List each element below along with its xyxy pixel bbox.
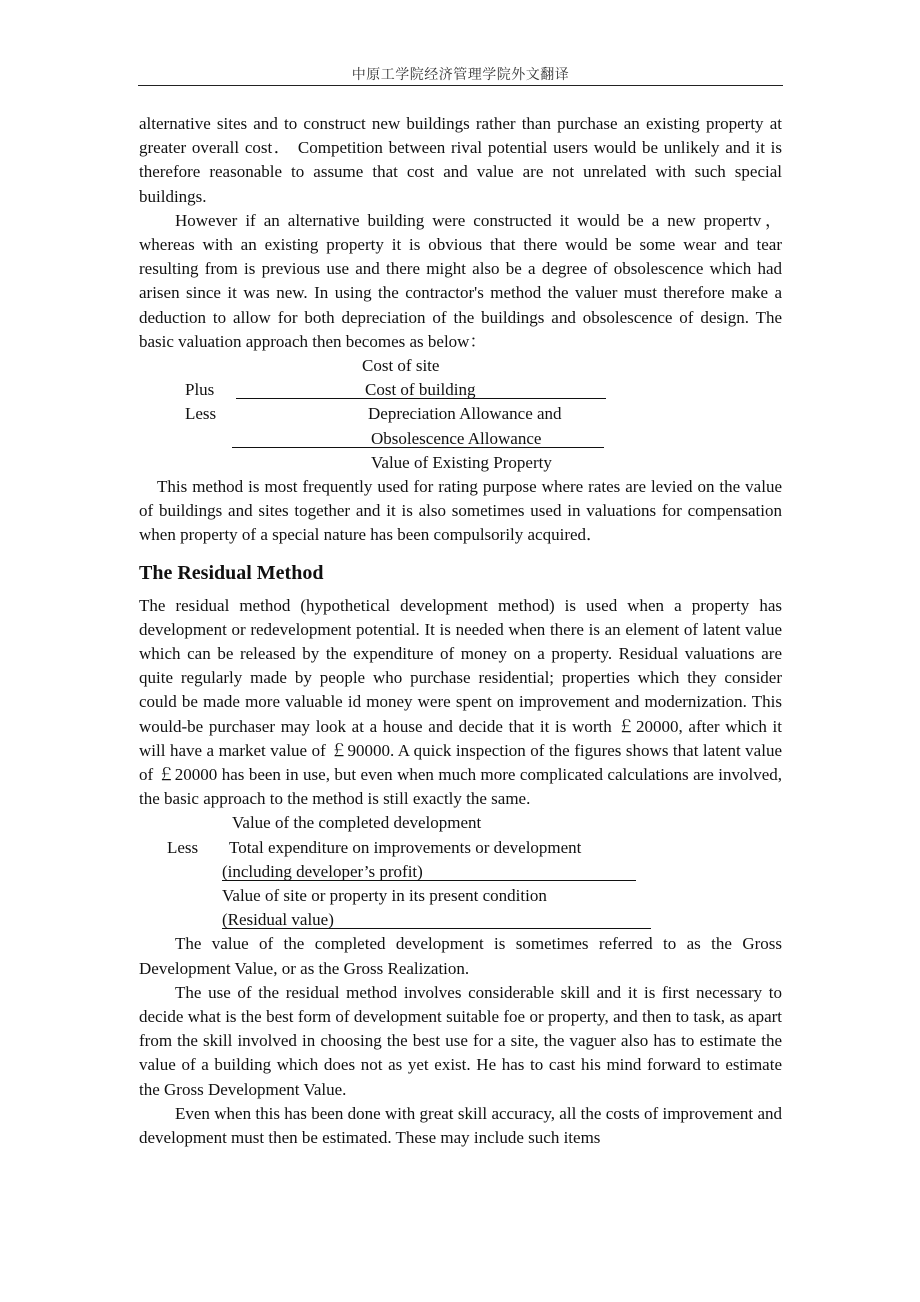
formula-line: (including developer’s profit) [222,861,423,881]
formula-line: Value of the completed development [232,813,482,833]
formula-line: Depreciation Allowance and [368,404,562,424]
formula-line: Cost of site [362,356,440,376]
paragraph: The value of the completed development is sometimes referred to as the Gross Development Value, or as the Gross Realization. [139,934,782,978]
formula-line: Value of site or property in its present condition [222,885,547,905]
formula-operator: Less [167,837,199,857]
document-body [139,112,782,1150]
paragraph: The residual method (hypothetical development method) is used when a property has development or redevelopment potential. It is needed when there is an element of latent value which can be released by the expenditure of money on a property. Residual valuations are quite regularly made by people who purchase residential; properties which they consider could be made more valuable id money were spent on improvement and modernization. This would-be purchaser may look at a house and decide that it is worth ￡20000, after which it will have a market value of ￡90000. A quick inspection of the figures shows that latent value of ￡20000 has been in use, but even when much more complicated calculations are involved, the basic approach to the method is still exactly the same. [139,595,782,809]
page-header: 中原工学院经济管理学院外文翻译 [351,68,570,83]
cost-formula [139,354,782,475]
formula-result: Value of Existing Property [371,452,552,472]
header-rule [138,85,783,86]
paragraph: Even when this has been done with great skill accuracy, all the costs of improvement and development must then be estimated. These may include such items [139,1103,782,1147]
formula-line: Total expenditure on improvements or development [229,837,582,857]
formula-operator: Plus [185,380,215,400]
paragraph: The use of the residual method involves considerable skill and it is first necessary to decide what is the best form of development suitable foe or property, and then to task, as apart from the skill involved in choosing the best use for a site, the vaguer also has to estimate the value of a building which does not as yet exist. He has to cast his mind forward to estimate the Gross Development Value. [139,982,782,1099]
paragraph: alternative sites and to construct new buildings rather than purchase an existing property at greater overall cost． Competition between rival potential users would be unlikely and it is therefore reasonable to assume that cost and value are not unrelated with such special buildings. [139,114,782,206]
formula-result: (Residual value) [222,910,334,930]
formula-line: Cost of building [365,380,476,400]
formula-line: Obsolescence Allowance [371,428,542,448]
residual-formula [139,811,782,932]
section-heading: The Residual Method [139,561,324,584]
paragraph: This method is most frequently used for rating purpose where rates are levied on the value of buildings and sites together and it is also sometimes used in valuations for compensation when property of a special nature has been compulsorily acquired． [139,476,782,545]
paragraph: However if an alternative building were constructed it would be a new propertv，whereas with an existing property it is obvious that there would be some wear and tear resulting from is previous use and there might also be a degree of obsolescence which had arisen since it was new. In using the contractor's method the valuer must therefore make a deduction to allow for both depreciation of the buildings and obsolescence of design. The basic valuation approach then becomes as below： [139,210,782,351]
formula-operator: Less [185,404,217,424]
